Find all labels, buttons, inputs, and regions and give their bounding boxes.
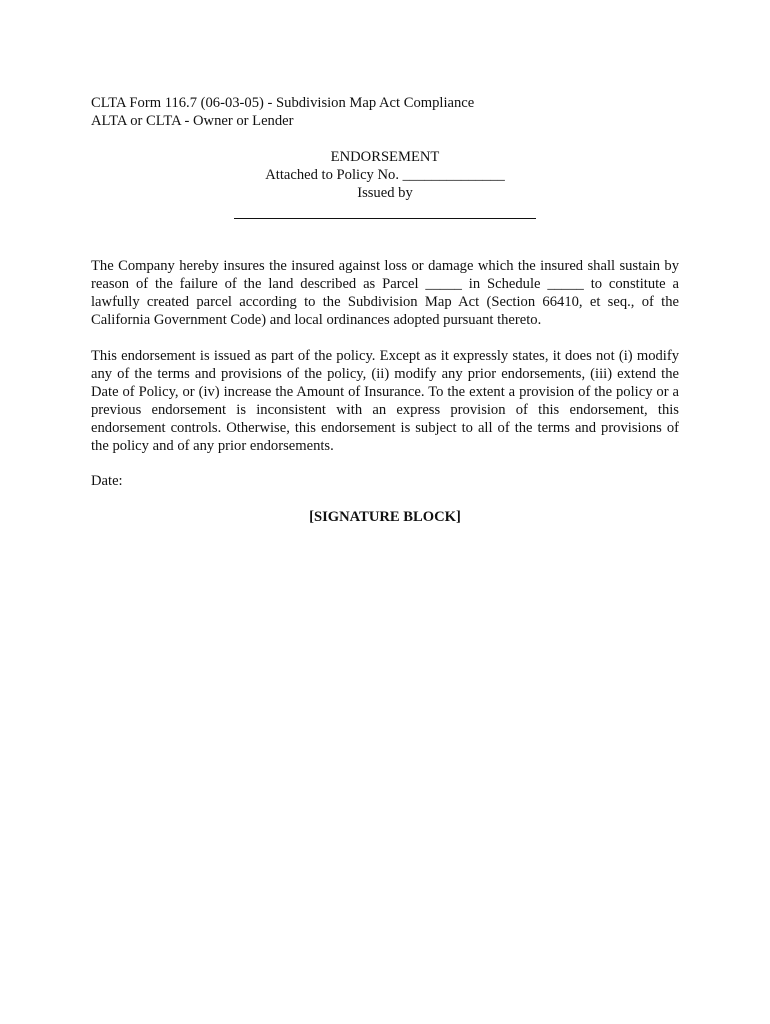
endorsement-title: ENDORSEMENT (330, 149, 440, 165)
form-subtitle: ALTA or CLTA - Owner or Lender (91, 113, 294, 129)
endorsement-heading (91, 148, 679, 219)
date-label: Date: (91, 473, 123, 489)
issued-by-signature-line (234, 206, 536, 219)
policy-number-line: Attached to Policy No. ______________ (265, 167, 505, 183)
signature-block: [SIGNATURE BLOCK] (309, 509, 461, 525)
issued-by-label: Issued by (357, 185, 413, 201)
coverage-paragraph: The Company hereby insures the insured against loss or damage which the insured shall sustain by reason of the failure of the land described as Parcel _____ in Schedule _____ to constitute a lawfully created parcel according to the Subdivision Map Act (Section 66410, et seq., of the California Government Code) and local ordinances adopted pursuant thereto. (91, 258, 679, 328)
policy-terms-paragraph: This endorsement is issued as part of the policy. Except as it expressly states, it does not (i) modify any of the terms and provisions of the policy, (ii) modify any prior endorsements, (iii) extend the Date of Policy, or (iv) increase the Amount of Insurance. To the extent a provision of the policy or a previous endorsement is inconsistent with an express provision of this endorsement, this endorsement controls. Otherwise, this endorsement is subject to all of the terms and provisions of the policy and of any prior endorsements. (91, 348, 679, 454)
form-title: CLTA Form 116.7 (06-03-05) - Subdivision Map Act Compliance (91, 95, 475, 111)
form-header (91, 94, 679, 130)
document-page (91, 94, 679, 526)
